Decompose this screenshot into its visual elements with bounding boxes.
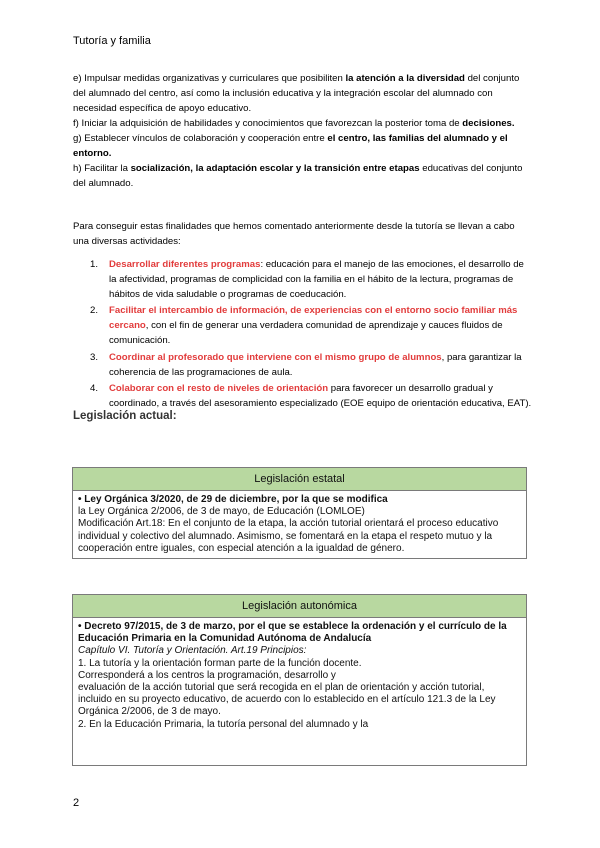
list-item: 4. Colaborar con el resto de niveles de orientación para favorecer un desarrollo gradual y coordinado, a través del asesoramiento especializado (EOE equipo de orientación educativa, EAT).: [90, 383, 532, 410]
list-item: 1. Desarrollar diferentes programas: educación para el manejo de las emociones, el desarrollo de la afectividad, programas de complicidad con la familia en el hábito de la lectura, programas de hábitos de vida saludable o programas de coeducación.: [90, 259, 524, 300]
regional-chapter: Capítulo VI. Tutoría y Orientación. Art.19 Principios:: [78, 645, 307, 657]
aim-h: h) Facilitar la socialización, la adaptación escolar y la transición entre etapas educativas del conjunto del alumnado.: [73, 163, 523, 189]
legislation-heading: Legislación actual:: [73, 410, 177, 422]
regional-legislation-title: Legislación autonómica: [73, 595, 526, 618]
aim-e: e) Impulsar medidas organizativas y curriculares que posibiliten la atención a la diversidad del conjunto del alumnado del centro, así como la inclusión educativa y la integración escolar del alumnado con necesidad específica de apoyo educativo.: [73, 73, 520, 114]
aim-g: g) Establecer vínculos de colaboración y cooperación entre el centro, las familias del alumnado y el entorno.: [73, 133, 508, 159]
regional-legislation-table: [72, 594, 527, 766]
activities-list: [73, 258, 533, 414]
regional-line-3: evaluación de la acción tutorial que será recogida en el plan de orientación y acción tutorial, incluido en su proyecto educativo, de acuerdo con lo establecido en el artículo 121.3 de la Ley Orgánica 2/2006, de 3 de mayo.: [78, 682, 496, 718]
state-legislation-title: Legislación estatal: [73, 468, 526, 491]
state-law-article: Modificación Art.18: En el conjunto de la etapa, la acción tutorial orientará el proceso educativo individual y colectivo del alumnado. Asimismo, se fomentará en la etapa el respeto mutuo y la cooperación entre iguales, con especial atención a la igualdad de género.: [78, 518, 499, 554]
regional-line-4: 2. En la Educación Primaria, la tutoría personal del alumnado y la: [78, 718, 369, 730]
page-number: 2: [73, 797, 80, 809]
regional-legislation-body: [73, 618, 526, 734]
state-law-subtitle: la Ley Orgánica 2/2006, de 3 de mayo, de Educación (LOMLOE): [78, 506, 365, 518]
intro-paragraph: Para conseguir estas finalidades que hemos comentado anteriormente desde la tutoría se llevan a cabo una diversas actividades:: [73, 221, 515, 247]
regional-line-2: Corresponderá a los centros la programación, desarrollo y: [78, 669, 336, 681]
regional-line-1: 1. La tutoría y la orientación forman parte de la función docente.: [78, 657, 362, 669]
state-legislation-body: [73, 491, 526, 558]
state-law-title: • Ley Orgánica 3/2020, de 29 de diciembre, por la que se modifica: [78, 494, 388, 505]
regional-decree-title: • Decreto 97/2015, de 3 de marzo, por el que se establece la ordenación y el currículo de la Educación Primaria en la Comunidad Autónoma de Andalucía: [78, 621, 507, 645]
aims-list: [73, 71, 528, 191]
aim-f: f) Iniciar la adquisición de habilidades y conocimientos que favorezcan la posterior toma de decisiones.: [73, 118, 515, 129]
list-item: 3. Coordinar al profesorado que interviene con el mismo grupo de alumnos, para garantizar la coherencia de las programaciones de aula.: [90, 351, 522, 378]
page-header: Tutoría y familia: [73, 35, 151, 47]
list-item: 2. Facilitar el intercambio de información, de experiencias con el entorno socio familiar más cercano, con el fin de generar una verdadera comunidad de aprendizaje y cauces fluidos de comunicación.: [90, 305, 518, 346]
state-legislation-table: [72, 467, 527, 559]
